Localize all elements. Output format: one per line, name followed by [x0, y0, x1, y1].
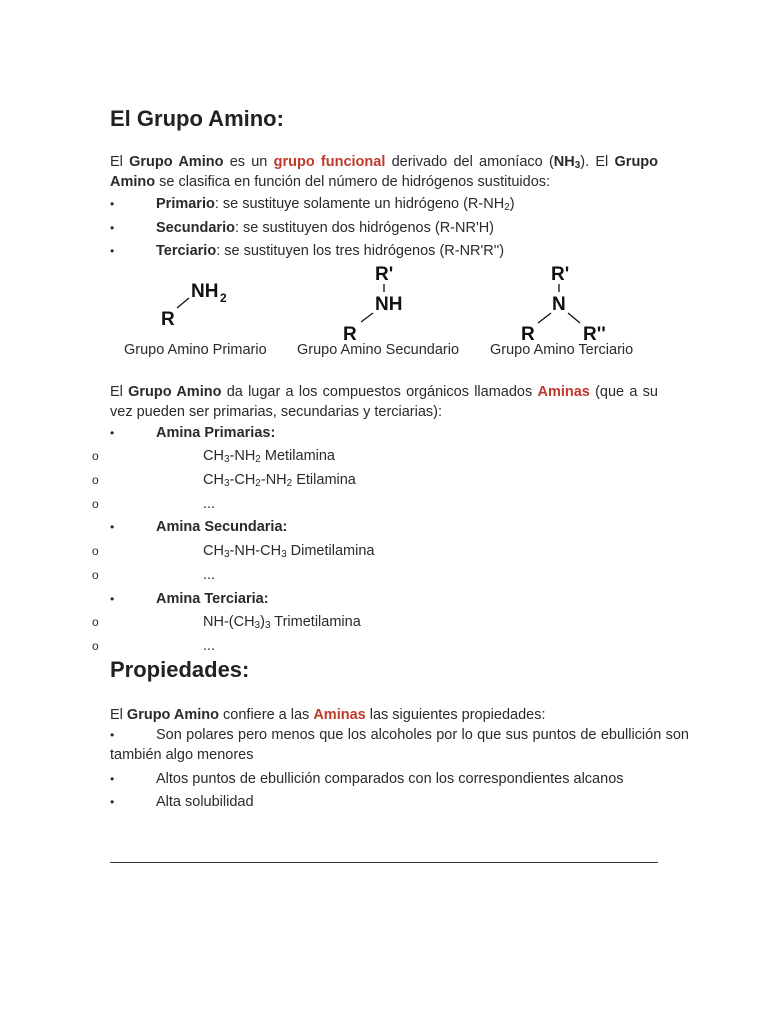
primary-nh: NH — [191, 281, 219, 302]
divider — [110, 862, 658, 863]
aminas-paragraph: El Grupo Amino da lugar a los compuestos orgánicos llamados Aminas (que a su vez pueden ser primarias, secundarias y terciarias): — [110, 384, 658, 420]
page-title: El Grupo Amino: — [110, 106, 284, 131]
bond-line — [177, 298, 189, 308]
primary-nh-sub: 2 — [220, 291, 227, 305]
amine-structures-diagram — [110, 260, 670, 370]
secondary-r1: R' — [375, 264, 394, 285]
caption-tertiary: Grupo Amino Terciario — [490, 342, 634, 358]
tertiary-r1: R' — [551, 264, 570, 285]
bond-line — [361, 313, 373, 322]
caption-primary: Grupo Amino Primario — [124, 342, 267, 358]
propiedades-paragraph: El Grupo Amino confiere a las Aminas las siguientes propiedades: — [110, 707, 546, 723]
structure-svg — [110, 260, 670, 340]
aminas-link-2[interactable]: Aminas — [313, 707, 366, 723]
tertiary-r2: R'' — [583, 324, 606, 340]
secondary-nh: NH — [375, 294, 403, 315]
bond-line — [538, 313, 551, 323]
primary-r: R — [161, 309, 175, 330]
intro-paragraph: El Grupo Amino es un grupo funcional derivado del amoníaco $(NH_3)$. El Grupo Amino se clasifica en función del número de hidrógenos sustituidos: — [110, 154, 659, 190]
grupo-funcional-link[interactable]: grupo funcional — [273, 154, 386, 170]
section-title: Propiedades: — [110, 657, 250, 682]
tertiary-r: R — [521, 324, 535, 340]
bond-line — [568, 313, 580, 323]
list-item: • Son polares pero menos que los alcoholes por lo que sus puntos de ebullición son también algo menores — [110, 727, 689, 763]
aminas-link[interactable]: Aminas — [537, 384, 590, 400]
tertiary-n: N — [552, 294, 566, 315]
secondary-r: R — [343, 324, 357, 340]
caption-secondary: Grupo Amino Secundario — [297, 342, 460, 358]
